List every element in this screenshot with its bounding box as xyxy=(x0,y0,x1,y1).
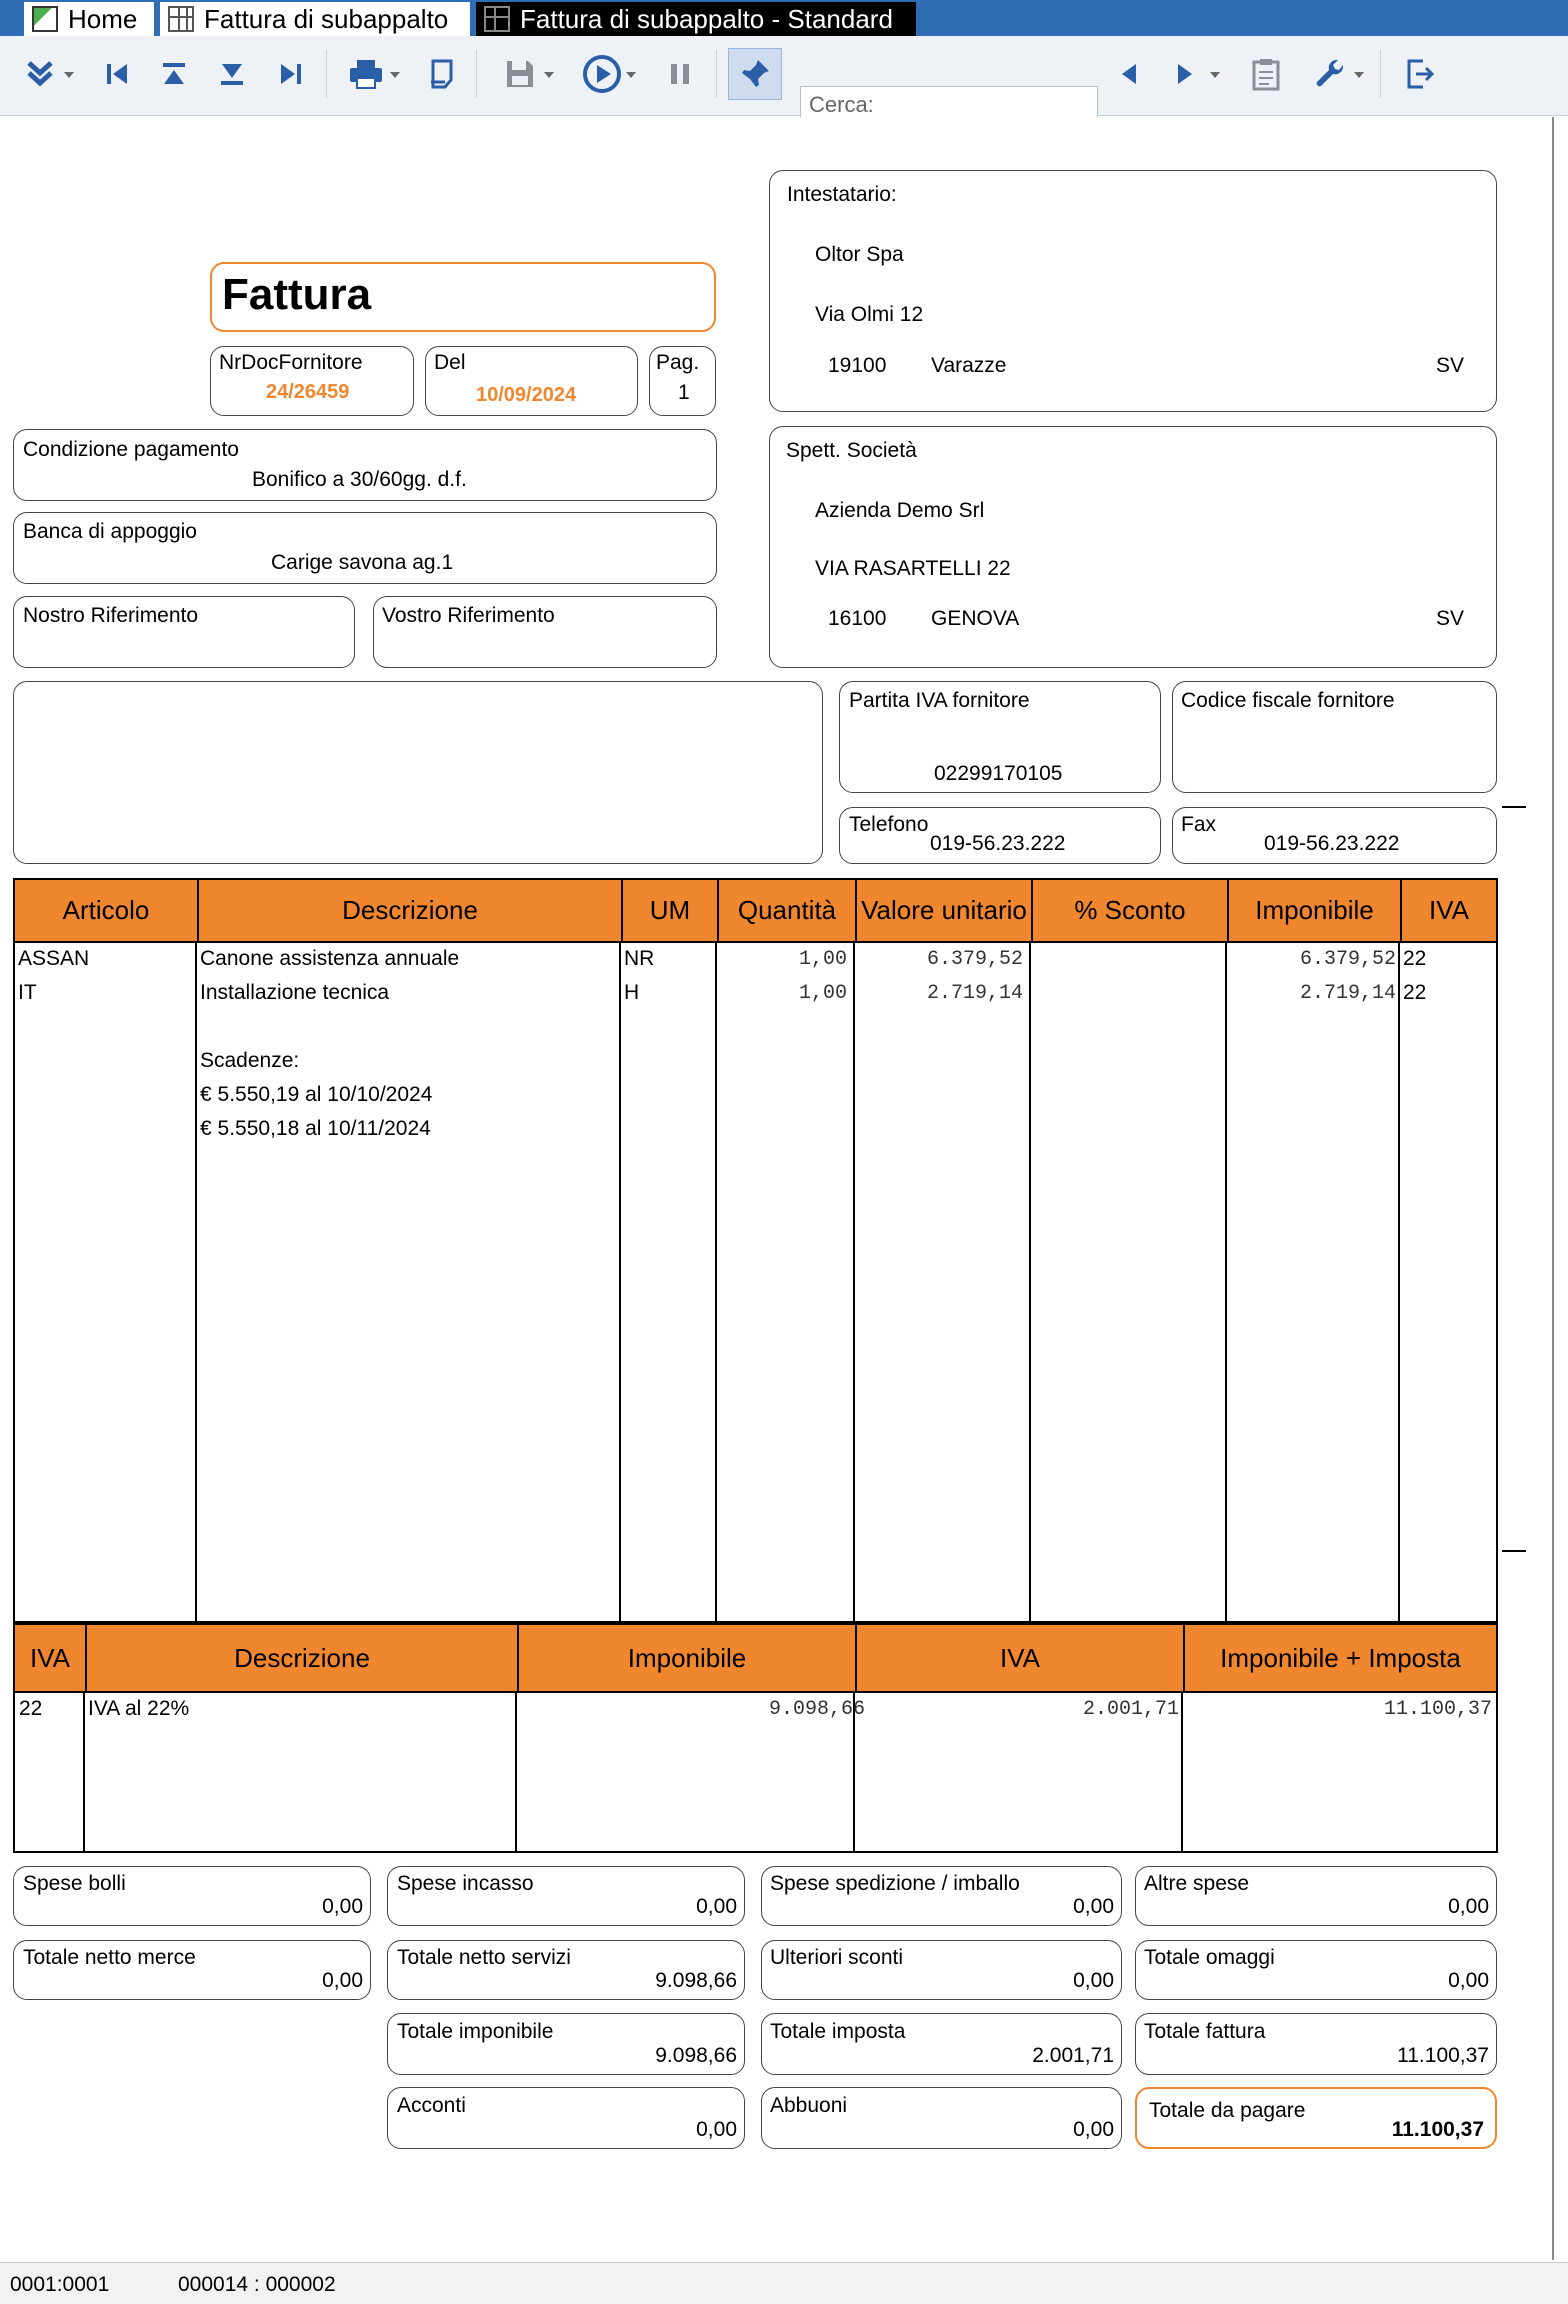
spese-incasso-value: 0,00 xyxy=(696,1895,737,1918)
totale-netto-servizi-box xyxy=(387,1940,745,2000)
status-record-count: 000014 : 000002 xyxy=(178,2273,336,2296)
tab-home[interactable] xyxy=(24,2,154,36)
expand-down-icon[interactable] xyxy=(16,48,64,100)
spett-societa-box xyxy=(769,426,1497,668)
spett-name: Azienda Demo Srl xyxy=(815,499,985,522)
save-icon[interactable] xyxy=(496,48,544,100)
intestatario-label: Intestatario: xyxy=(787,183,897,206)
item-iva: 22 xyxy=(1403,947,1427,970)
exit-icon[interactable] xyxy=(1396,48,1444,100)
pag-box xyxy=(649,346,716,416)
pag-value: 1 xyxy=(678,381,690,404)
scadenza-line: € 5.550,19 al 10/10/2024 xyxy=(200,1083,433,1106)
col-um: UM xyxy=(621,880,717,941)
tab-fattura-subappalto-standard[interactable] xyxy=(476,2,916,36)
del-box xyxy=(425,346,638,416)
first-record-icon[interactable] xyxy=(94,48,142,100)
clipboard-icon[interactable] xyxy=(1242,48,1290,100)
play-icon[interactable] xyxy=(578,48,626,100)
margin-marker xyxy=(1502,1550,1526,1552)
payment-condition-box xyxy=(13,429,717,501)
bank-value: Carige savona ag.1 xyxy=(271,551,454,574)
spese-bolli-value: 0,00 xyxy=(322,1895,363,1918)
vat-imponibile: 9.098,66 xyxy=(768,1698,865,1721)
totale-netto-merce-label: Totale netto merce xyxy=(23,1946,196,1969)
intestatario-street: Via Olmi 12 xyxy=(815,303,924,326)
fax-label: Fax xyxy=(1181,813,1217,836)
spese-incasso-box xyxy=(387,1866,745,1926)
totale-imposta-box xyxy=(761,2013,1122,2075)
partita-iva-box xyxy=(839,681,1161,793)
pause-icon[interactable] xyxy=(656,48,704,100)
totale-imponibile-value: 9.098,66 xyxy=(655,2044,737,2067)
col-imponibile: Imponibile xyxy=(1227,880,1400,941)
fax-value: 019-56.23.222 xyxy=(1264,832,1400,855)
item-quantita: 1,00 xyxy=(798,948,847,971)
spese-bolli-label: Spese bolli xyxy=(23,1872,126,1895)
pin-icon[interactable] xyxy=(728,48,782,100)
item-um: NR xyxy=(624,947,655,970)
print-preview-icon[interactable] xyxy=(418,48,466,100)
abbuoni-value: 0,00 xyxy=(1073,2118,1114,2141)
codice-fiscale-label: Codice fiscale fornitore xyxy=(1181,689,1395,712)
move-top-icon[interactable] xyxy=(150,48,198,100)
status-record-position: 0001:0001 xyxy=(10,2273,110,2296)
nrdoc-label: NrDocFornitore xyxy=(219,351,363,374)
totale-da-pagare-value: 11.100,37 xyxy=(1391,2118,1484,2141)
spese-spedizione-label: Spese spedizione / imballo xyxy=(770,1872,1020,1895)
wrench-icon[interactable] xyxy=(1306,48,1354,100)
acconti-value: 0,00 xyxy=(696,2118,737,2141)
totale-netto-merce-box xyxy=(13,1940,371,2000)
telefono-value: 019-56.23.222 xyxy=(930,832,1066,855)
intestatario-prov: SV xyxy=(1436,354,1465,377)
invoice-title-box xyxy=(210,262,716,332)
telefono-box xyxy=(839,807,1161,864)
partita-iva-value: 02299170105 xyxy=(934,762,1063,785)
status-bar xyxy=(0,2262,1568,2304)
item-imponibile: 6.379,52 xyxy=(1299,948,1396,971)
totale-fattura-label: Totale fattura xyxy=(1144,2020,1266,2043)
totale-imposta-value: 2.001,71 xyxy=(1032,2044,1114,2067)
grid-icon xyxy=(168,6,194,32)
item-descrizione: Installazione tecnica xyxy=(200,981,390,1004)
totale-fattura-box xyxy=(1135,2013,1497,2075)
totale-netto-servizi-value: 9.098,66 xyxy=(655,1969,737,1992)
item-valore-unitario: 2.719,14 xyxy=(926,982,1023,1005)
abbuoni-box xyxy=(761,2087,1122,2149)
margin-marker xyxy=(1502,806,1526,808)
move-bottom-icon[interactable] xyxy=(208,48,256,100)
item-imponibile: 2.719,14 xyxy=(1299,982,1396,1005)
bank-box xyxy=(13,512,717,584)
spese-bolli-box xyxy=(13,1866,371,1926)
item-iva: 22 xyxy=(1403,981,1427,1004)
search-previous-icon[interactable] xyxy=(1104,48,1152,100)
payment-condition-label: Condizione pagamento xyxy=(23,438,239,461)
totale-imponibile-box xyxy=(387,2013,745,2075)
vat-table-header xyxy=(13,1623,1498,1693)
col-sconto: % Sconto xyxy=(1031,880,1227,941)
page-border xyxy=(1552,117,1554,2260)
spett-cap: 16100 xyxy=(828,607,887,630)
totale-imposta-label: Totale imposta xyxy=(770,2020,906,2043)
abbuoni-label: Abbuoni xyxy=(770,2094,848,2117)
totale-omaggi-value: 0,00 xyxy=(1448,1969,1489,1992)
vat-totale: 11.100,37 xyxy=(1383,1698,1492,1721)
toolbar xyxy=(0,36,1568,116)
scadenza-line: € 5.550,18 al 10/11/2024 xyxy=(200,1117,431,1140)
vostro-riferimento-label: Vostro Riferimento xyxy=(382,604,555,627)
ulteriori-sconti-label: Ulteriori sconti xyxy=(770,1946,904,1969)
vat-table-body xyxy=(13,1693,1498,1853)
notes-box xyxy=(13,681,823,864)
item-quantita: 1,00 xyxy=(798,982,847,1005)
totale-fattura-value: 11.100,37 xyxy=(1397,2044,1489,2067)
acconti-box xyxy=(387,2087,745,2149)
fax-box xyxy=(1172,807,1497,864)
totale-omaggi-box xyxy=(1135,1940,1497,2000)
print-icon[interactable] xyxy=(342,48,390,100)
spese-incasso-label: Spese incasso xyxy=(397,1872,534,1895)
item-um: H xyxy=(624,981,640,1004)
item-articolo: ASSAN xyxy=(18,947,90,970)
intestatario-city: Varazze xyxy=(931,354,1007,377)
nostro-riferimento-box xyxy=(13,596,355,668)
totale-imponibile-label: Totale imponibile xyxy=(397,2020,554,2043)
tab-active-label: Fattura di subappalto - Standard xyxy=(520,3,893,34)
partita-iva-label: Partita IVA fornitore xyxy=(849,689,1030,712)
vat-col-descrizione: Descrizione xyxy=(85,1625,517,1691)
intestatario-name: Oltor Spa xyxy=(815,243,904,266)
codice-fiscale-box xyxy=(1172,681,1497,793)
page-title: Fattura xyxy=(222,270,372,319)
altre-spese-box xyxy=(1135,1866,1497,1926)
col-descrizione: Descrizione xyxy=(197,880,621,941)
totale-omaggi-label: Totale omaggi xyxy=(1144,1946,1275,1969)
tab-fattura-subappalto[interactable] xyxy=(160,2,470,36)
spese-spedizione-value: 0,00 xyxy=(1073,1895,1114,1918)
tab-bar xyxy=(0,0,1568,36)
intestatario-cap: 19100 xyxy=(828,354,887,377)
col-quantita: Quantità xyxy=(717,880,855,941)
tab-list-label: Fattura di subappalto xyxy=(204,3,449,34)
nostro-riferimento-label: Nostro Riferimento xyxy=(23,604,199,627)
item-valore-unitario: 6.379,52 xyxy=(926,948,1023,971)
totale-netto-merce-value: 0,00 xyxy=(322,1969,363,1992)
telefono-label: Telefono xyxy=(849,813,929,836)
col-valore-unitario: Valore unitario xyxy=(855,880,1031,941)
nrdoc-value: 24/26459 xyxy=(266,381,350,403)
totale-da-pagare-label: Totale da pagare xyxy=(1149,2099,1306,2122)
col-iva: IVA xyxy=(1400,880,1496,941)
vat-col-imponibile: Imponibile xyxy=(517,1625,855,1691)
spese-spedizione-box xyxy=(761,1866,1122,1926)
col-articolo: Articolo xyxy=(62,895,150,925)
home-icon xyxy=(32,6,58,32)
ulteriori-sconti-box xyxy=(761,1940,1122,2000)
item-articolo: IT xyxy=(18,981,37,1004)
vostro-riferimento-box xyxy=(373,596,717,668)
totale-netto-servizi-label: Totale netto servizi xyxy=(397,1946,571,1969)
last-record-icon[interactable] xyxy=(266,48,314,100)
spett-city: GENOVA xyxy=(931,607,1020,630)
bank-label: Banca di appoggio xyxy=(23,520,197,543)
item-descrizione: Canone assistenza annuale xyxy=(200,947,460,970)
altre-spese-value: 0,00 xyxy=(1448,1895,1489,1918)
vat-col-imposta: IVA xyxy=(855,1625,1183,1691)
vat-descrizione: IVA al 22% xyxy=(88,1697,190,1720)
spett-prov: SV xyxy=(1436,607,1465,630)
items-table-body xyxy=(13,943,1498,1623)
tab-home-label: Home xyxy=(68,3,138,34)
pag-label: Pag. xyxy=(656,351,700,374)
grid-icon xyxy=(484,6,510,32)
totale-da-pagare-box xyxy=(1135,2087,1497,2149)
search-next-icon[interactable] xyxy=(1162,48,1210,100)
vat-imposta: 2.001,71 xyxy=(1082,1698,1179,1721)
vat-iva: 22 xyxy=(19,1697,43,1720)
nrdoc-box xyxy=(210,346,414,416)
ulteriori-sconti-value: 0,00 xyxy=(1073,1969,1114,1992)
vat-col-totale: Imponibile + Imposta xyxy=(1183,1625,1496,1691)
spett-street: VIA RASARTELLI 22 xyxy=(815,557,1011,580)
acconti-label: Acconti xyxy=(397,2094,466,2117)
spett-label: Spett. Società xyxy=(786,439,917,462)
items-table-header xyxy=(13,878,1498,943)
del-value: 10/09/2024 xyxy=(476,384,577,406)
payment-condition-value: Bonifico a 30/60gg. d.f. xyxy=(252,468,467,491)
del-label: Del xyxy=(434,351,466,374)
scadenze-label: Scadenze: xyxy=(200,1049,300,1072)
vat-col-iva: IVA xyxy=(30,1642,70,1673)
altre-spese-label: Altre spese xyxy=(1144,1872,1250,1895)
intestatario-box xyxy=(769,170,1497,412)
